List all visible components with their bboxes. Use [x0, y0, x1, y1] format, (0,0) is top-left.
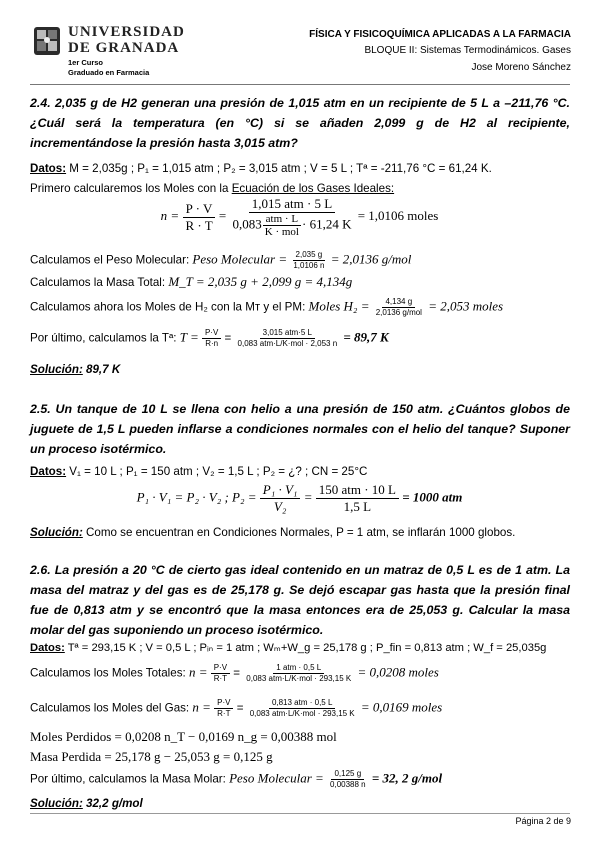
solution-value: 89,7 K: [82, 363, 121, 376]
frac-num: 1 atm · 0,5 L: [273, 663, 324, 674]
step-text: Calculamos ahora los Moles de H₂ con la Mᴛ y el PM:: [30, 300, 309, 314]
frac-den: R · T: [185, 217, 213, 233]
problem-2-4-step4: [30, 297, 503, 318]
frac-den: R·n: [205, 339, 219, 348]
block-title: BLOQUE II: Sistemas Termodinámicos. Gases: [364, 45, 571, 56]
problem-2-6-step4: Masa Perdida = 25,178 g − 25,053 g = 0,125 g: [30, 749, 273, 764]
eq-lhs: Peso Molecular =: [229, 770, 324, 786]
frac-den: 1,5 L: [343, 499, 372, 514]
eq-result: = 1000 atm: [402, 489, 463, 505]
ideal-gas-equation-label: Ecuación de los Gases Ideales:: [231, 182, 395, 195]
university-name-line1: UNIVERSIDAD: [68, 24, 185, 40]
solution-label: Solución:: [30, 363, 83, 376]
footer-divider: [30, 813, 570, 814]
eq-result: = 2,0136 g/mol: [330, 251, 412, 267]
eq-result: = 32, 2 g/mol: [371, 770, 443, 786]
frac-den: 1,0106 n: [293, 261, 325, 270]
frac-num: P·V: [211, 663, 230, 674]
frac-num: P · V: [183, 201, 216, 218]
eq-lhs: n =: [160, 207, 180, 223]
university-name-line2: DE GRANADA: [68, 40, 180, 56]
eq-sign: =: [218, 207, 227, 223]
frac-den: R·T: [213, 674, 228, 683]
problem-2-6-step5: [30, 769, 442, 790]
eq-result: = 1,0106 moles: [357, 207, 439, 223]
datos-text: Tª = 293,15 K ; V = 0,5 L ; Pᵢₙ = 1 atm ; Wₘ+W_g = 25,178 g ; P_fin = 0,813 atm ; W_f = 25,035g: [64, 642, 547, 654]
problem-2-6-step2: Calculamos los Moles del Gas: n = $\frac{P\cdot V}{R\cdot T}$ = $\frac{\text{0,813 atm · 0,5 L}}{\text{0,083 atm·L/K·mol · 293,15 K}}$ = 0,0169 moles: [30, 698, 443, 718]
problem-2-6-step3: Moles Perdidos = 0,0208 n_T − 0,0169 n_g = 0,00388 mol: [30, 729, 337, 744]
problem-2-4-solution: [30, 362, 120, 378]
frac-den: 0,083 atm·L/K·mol · 2,053 n: [237, 339, 338, 348]
problem-2-4-step1: [30, 181, 394, 197]
subject-title: FÍSICA Y FISICOQUÍMICA APLICADAS A LA FARMACIA: [309, 29, 571, 40]
problem-2-6-question: 2.6. La presión a 20 °C de cierto gas ideal contenido en un matraz de 0,5 L es de 1 atm. La masa del matraz y del gas es de 25,178 g. Se dejó escapar gas hasta que la presión final fue de 0,813 atm y se encontró que la masa entonces era de 25,053 g. Calcular la masa molar del gas suponiendo un proceso isotérmico.: [30, 563, 570, 637]
unit-num: atm · L: [263, 213, 301, 226]
frac-num: 3,015 atm·5 L: [260, 328, 315, 339]
frac-num: P₁ · V₁: [260, 482, 301, 499]
problem-2-6-solution: [30, 796, 143, 812]
datos-label: Datos:: [30, 162, 67, 175]
frac-num: 0,813 atm · 0,5 L: [269, 698, 335, 709]
eq-lhs: n =: [192, 699, 211, 715]
eq-result: = 89,7 K: [343, 329, 389, 345]
step-text: Calculamos el Peso Molecular:: [30, 253, 193, 267]
equation-2-5-boyle: [0, 482, 599, 515]
solution-value: 32,2 g/mol: [82, 797, 143, 810]
degree-label: Graduado en Farmacia: [68, 68, 150, 77]
problem-2-6-datos: [30, 640, 546, 656]
eq-lhs: T =: [179, 329, 199, 345]
eq-result: = 2,053 moles: [428, 298, 504, 314]
datos-text: V₁ = 10 L ; P₁ = 150 atm ; V₂ = 1,5 L ; P₂ = ¿? ; CN = 25°C: [66, 465, 368, 478]
page-number: Página 2 de 9: [515, 816, 571, 826]
course-label: 1er Curso: [68, 58, 104, 67]
datos-label: Datos:: [30, 465, 67, 478]
frac-num: 1,015 atm · 5 L: [249, 196, 336, 213]
eq-lhs: P₁ · V₁ = P₂ · V₂ ; P₂ =: [136, 489, 257, 505]
unit-den: K · mol: [264, 226, 299, 238]
frac-num: P·V: [214, 698, 233, 709]
frac-den: 0,00388 n: [330, 780, 366, 789]
problem-2-5-datos: [30, 464, 367, 480]
frac-den: 0,083 atm·L/K·mol · 293,15 K: [246, 674, 352, 683]
problem-2-4-question: 2.4. 2,035 g de H2 generan una presión de 1,015 atm en un recipiente de 5 L a –211,76 °C. ¿Cuál será la temperatura (en °C) si se añaden 2,099 g de H2 al recipiente, incrementándose la presión hasta 3,015 atm?: [30, 96, 570, 150]
eq-lhs: Moles H₂ =: [308, 298, 370, 314]
step-text: Calculamos la Masa Total:: [30, 276, 169, 289]
problem-2-4-step3: [30, 274, 352, 291]
frac-den: R·T: [217, 709, 231, 718]
frac-den: 0,083 atm·L/K·mol · 293,15 K: [249, 709, 355, 718]
problem-2-4-step5: Por último, calculamos la Tª: T = $\frac{P\cdot V}{R\cdot n}$ = $\frac{\text{3,015 atm·5 L}}{\text{0,083 atm·L/K·mol · 2,053 n}}$ = 89,7 K: [30, 328, 389, 348]
eq-lhs: n =: [188, 664, 208, 680]
university-crest: [30, 24, 64, 58]
temp-term: · 61,24 K: [301, 216, 352, 232]
solution-value: Como se encuentran en Condiciones Normales, P = 1 atm, se inflarán 1000 globos.: [82, 526, 516, 539]
eq-result: = 0,0169 moles: [360, 699, 443, 715]
equation: M_T = 2,035 g + 2,099 g = 4,134g: [168, 274, 353, 289]
frac-num: P·V: [202, 328, 221, 339]
frac-num: 4,134 g: [382, 297, 415, 308]
frac-den: V₂: [273, 499, 287, 514]
eq-result: = 0,0208 moles: [357, 664, 439, 680]
eq-sign: =: [303, 489, 313, 505]
equation-2-4-moles: [0, 196, 599, 238]
solution-label: Solución:: [30, 526, 83, 539]
problem-2-5-solution: [30, 525, 515, 541]
author-name: Jose Moreno Sánchez: [471, 62, 571, 73]
step-text: Primero calcularemos los Moles con la: [30, 182, 232, 195]
solution-label: Solución:: [30, 797, 83, 810]
step-text: Por último, calculamos la Masa Molar:: [30, 772, 230, 786]
const-r: 0,083: [232, 216, 262, 232]
header-divider: [30, 84, 570, 85]
problem-2-4-datos: [30, 161, 492, 177]
frac-num: 0,125 g: [331, 769, 364, 780]
frac-den: 2,0136 g/mol: [375, 308, 422, 317]
problem-2-4-step2: [30, 250, 411, 271]
frac-num: 150 atm · 10 L: [316, 482, 399, 499]
step-text: Calculamos los Moles del Gas:: [30, 701, 193, 715]
step-text: Por último, calculamos la Tª:: [30, 331, 180, 345]
problem-2-6-step1: Calculamos los Moles Totales: n = $\frac{P\cdot V}{R\cdot T}$ = $\frac{\text{1 atm · 0,5 L}}{\text{0,083 atm·L/K·mol · 293,15 K}}$ = 0,0208 moles: [30, 663, 439, 683]
datos-text: M = 2,035g ; P₁ = 1,015 atm ; P₂ = 3,015 atm ; V = 5 L ; Tª = -211,76 °C = 61,24 K.: [66, 162, 492, 175]
datos-label: Datos:: [30, 642, 65, 654]
eq-lhs: Peso Molecular =: [192, 251, 288, 267]
frac-num: 2,035 g: [293, 250, 326, 261]
step-text: Calculamos los Moles Totales:: [30, 666, 189, 680]
problem-2-5-question: 2.5. Un tanque de 10 L se llena con helio a una presión de 150 atm. ¿Cuántos globos de juguete de 1,5 L pueden inflarse a condiciones normales con el helio del tanque? Suponer un proceso isotérmico.: [30, 402, 570, 456]
